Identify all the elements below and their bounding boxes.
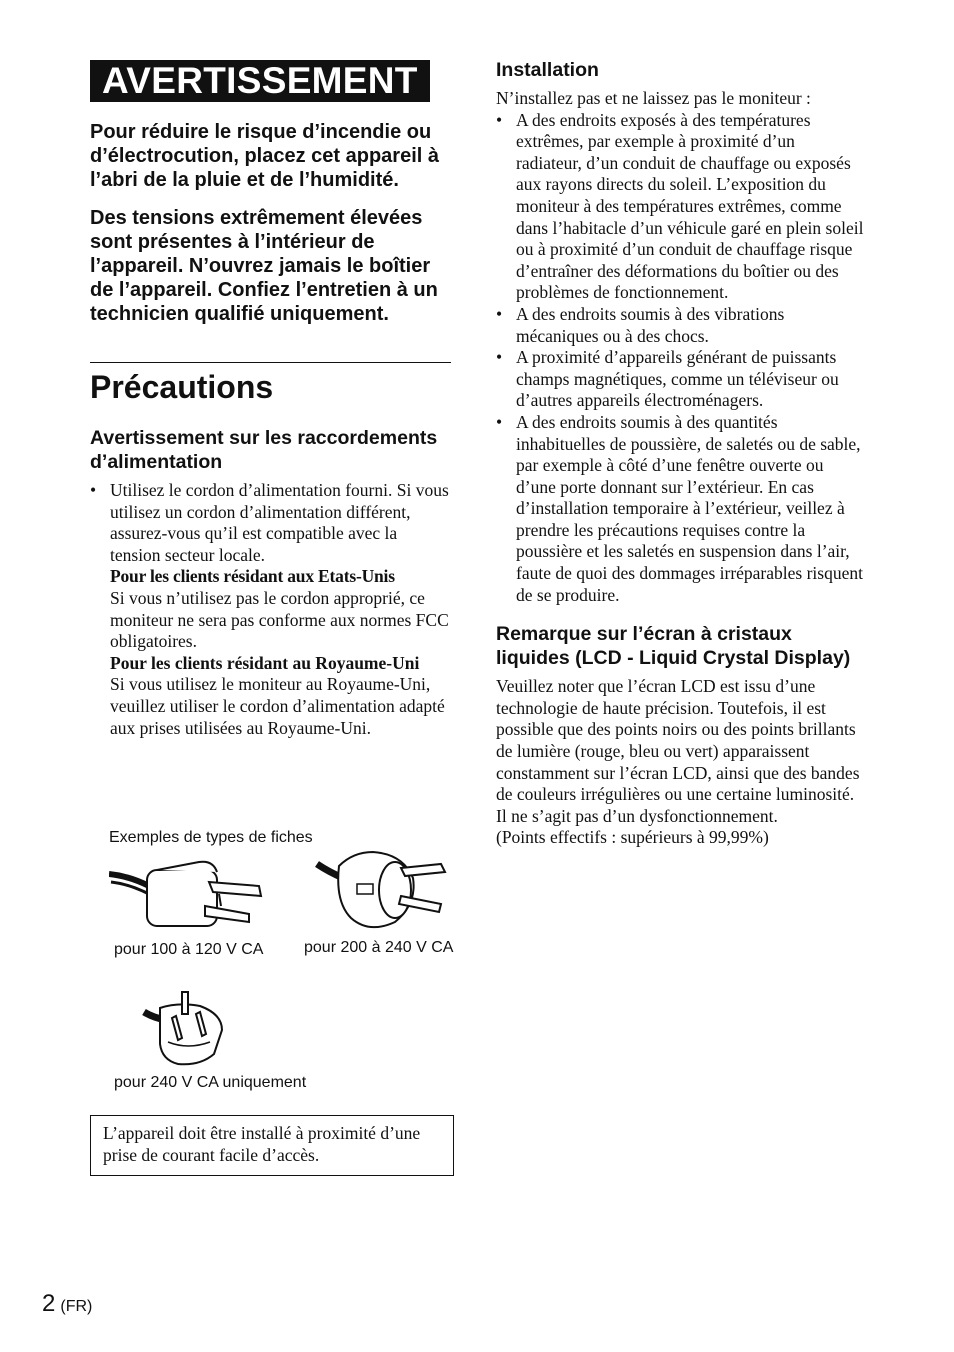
page-number: 2 — [42, 1290, 56, 1317]
section-divider — [90, 362, 451, 363]
list-item: • A proximité d’appareils générant de puissants champs magnétiques, comme un téléviseur ou d’autres appareils électroménagers. — [496, 347, 864, 412]
installation-note-box — [90, 1115, 454, 1176]
list-item: • A des endroits soumis à des quantités inhabituelles de poussière, de saletés ou de sable, par exemple à côté d’une fenêtre ouverte ou d’une porte donnant sur l’extérieur. En cas d’installation temporaire à l’extérieur, veillez à prendre les précautions requises contre la poussière et les saletés en suspension dans l’air, faute de quoi des dommages irréparables risquent de se produire. — [496, 412, 864, 606]
page-footer — [42, 1290, 92, 1318]
us-plug-icon — [109, 856, 267, 932]
list-item: • A des endroits soumis à des vibrations mécaniques ou à des chocs. — [496, 304, 864, 347]
eu-plug-caption: pour 200 à 240 V CA — [304, 939, 454, 956]
installation-list — [496, 110, 864, 607]
list-item: • A des endroits exposés à des températures extrêmes, par exemple à proximité d’un radiateur, d’un conduit de chauffage ou exposés aux rayons directs du soleil. L’exposition du moniteur à des températures extrêmes, comme dans l’habitacle d’un véhicule garé en plein soleil ou à proximité d’un conduit de chauffage risque d’entraîner des déformations du boîtier ou des problèmes de fonctionnement. — [496, 110, 864, 304]
installation-heading: Installation — [496, 59, 599, 81]
note-text: L’appareil doit être installé à proximité d’une prise de courant facile d’accès. — [103, 1123, 421, 1165]
uk-clients-label: Pour les clients résidant au Royaume-Uni — [110, 652, 420, 673]
list-item — [90, 480, 452, 739]
us-clients-label: Pour les clients résidant aux Etats-Unis — [110, 566, 395, 587]
precautions-title: Précautions — [90, 369, 274, 405]
eu-plug-icon — [299, 844, 451, 934]
us-plug-caption: pour 100 à 120 V CA — [114, 941, 264, 958]
plug-examples-label: Exemples de types de fiches — [109, 829, 313, 846]
us-clients-text: Si vous n’utilisez pas le cordon approprié, ce moniteur ne sera pas conforme aux normes FCC obligatoires. — [110, 587, 449, 652]
uk-clients-text: Si vous utilisez le moniteur au Royaume-Uni, veuillez utiliser le cordon d’alimentation adapté aux prises utilisées au Royaume-Uni. — [110, 674, 445, 738]
uk-plug-caption: pour 240 V CA uniquement — [114, 1074, 307, 1091]
power-warning-heading: Avertissement sur les raccordements d’alimentation — [90, 427, 438, 473]
power-warning-list — [90, 480, 452, 739]
warning-paragraph-fire: Pour réduire le risque d’incendie ou d’électrocution, placez cet appareil à l’abri de la pluie et de l’humidité. — [90, 121, 440, 191]
warning-title: AVERTISSEMENT — [90, 60, 430, 102]
lcd-text: Veuillez noter que l’écran LCD est issu d’une technologie de haute précision. Toutefois, il est possible que des points noirs ou des points brillants de lumière (rouge, bleu ou vert) apparaissent constamment sur l’écran LCD, ainsi que des bandes de couleurs irrégulières ou une certaine luminosité. Il ne s’agit pas d’un dysfonctionnement. — [496, 676, 860, 826]
language-code: (FR) — [60, 1298, 93, 1315]
left-column — [90, 60, 454, 1091]
lcd-pixels-note: (Points effectifs : supérieurs à 99,99%) — [496, 827, 769, 848]
power-item-text: Utilisez le cordon d’alimentation fourni. Si vous utilisez un cordon d’alimentation différent, assurez-vous qu’il est compatible avec la tension secteur locale. — [110, 480, 449, 565]
installation-intro: N’installez pas et ne laissez pas le moniteur : — [496, 88, 811, 108]
uk-plug-icon — [138, 990, 228, 1070]
right-column — [496, 58, 864, 849]
lcd-heading: Remarque sur l’écran à cristaux liquides (LCD - Liquid Crystal Display) — [496, 623, 851, 670]
warning-paragraph-voltage: Des tensions extrêmement élevées sont présentes à l’intérieur de l’appareil. N’ouvrez jamais le boîtier de l’appareil. Confiez l’entretien à un technicien qualifié uniquement. — [90, 207, 438, 325]
